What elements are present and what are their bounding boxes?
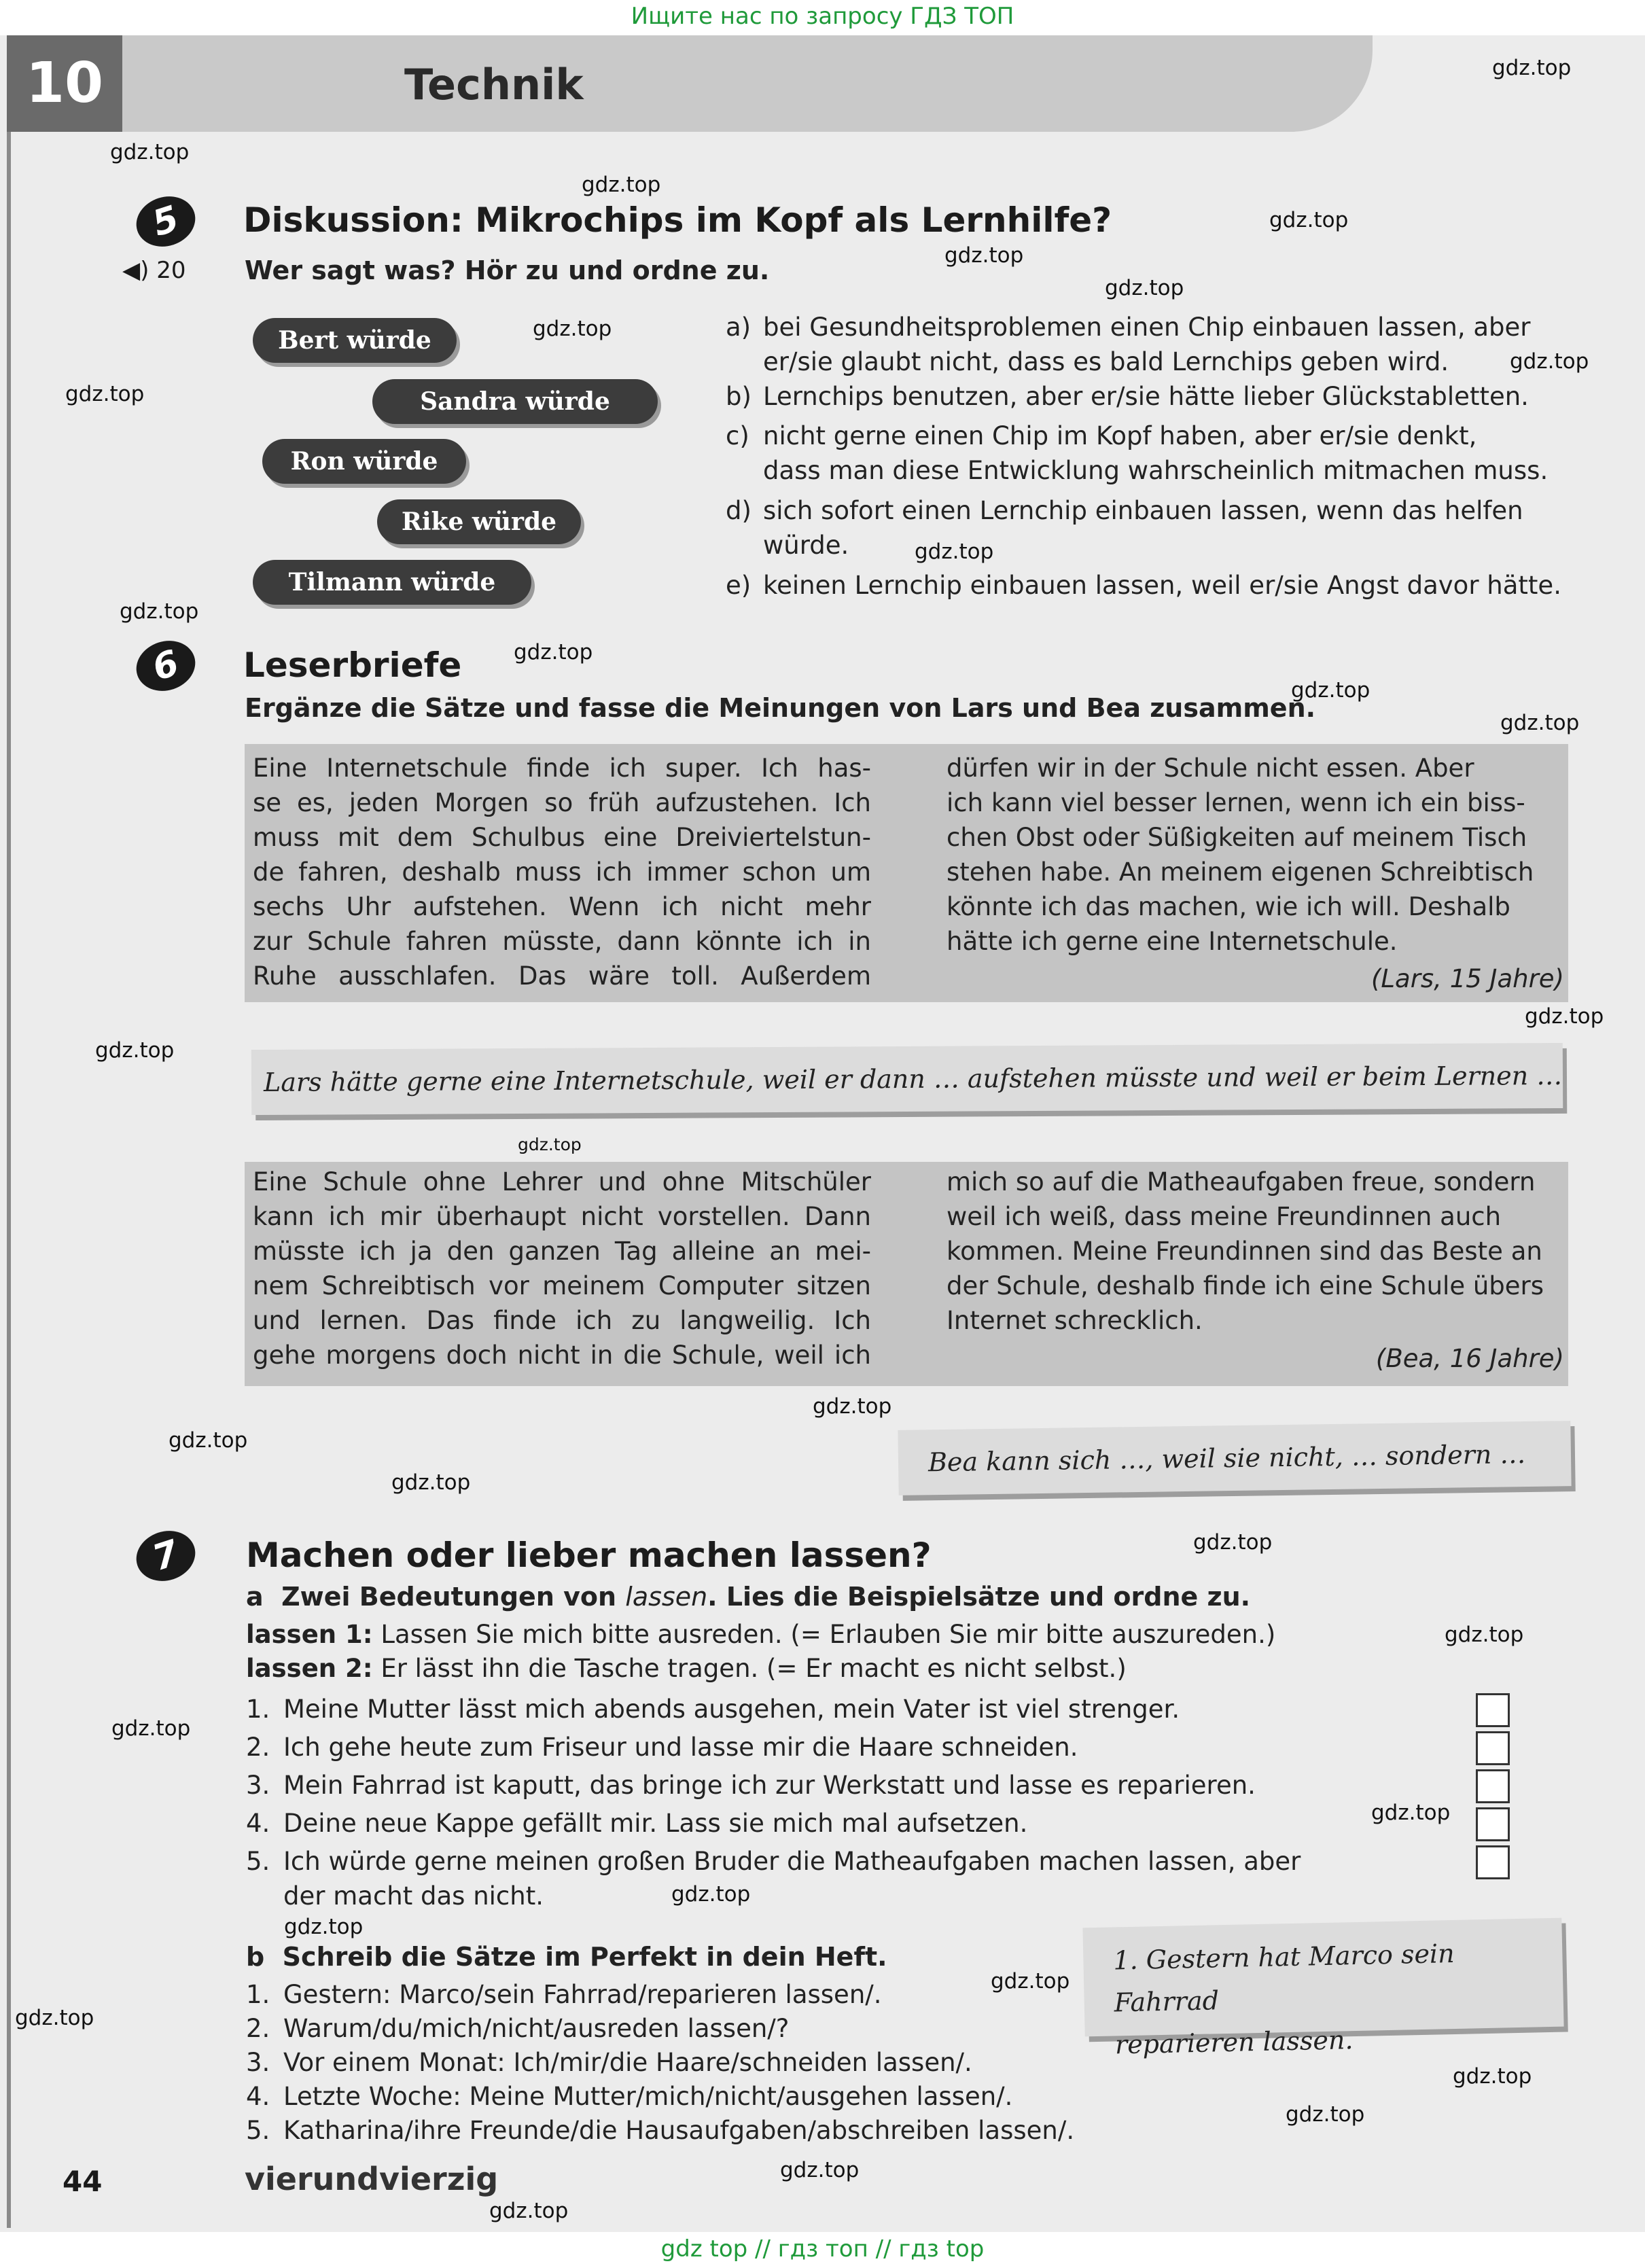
- item-text: Vor einem Monat: Ich/mir/die Haare/schneiden lassen/.: [283, 2048, 972, 2077]
- name-pill[interactable]: Tilmann würde: [253, 560, 531, 605]
- name-pill[interactable]: Bert würde: [253, 318, 457, 363]
- answer-checkbox[interactable]: [1476, 1807, 1510, 1841]
- instruction-emphasis: lassen: [625, 1582, 708, 1612]
- option-c: [726, 419, 1582, 493]
- list-item: [246, 2113, 1129, 2147]
- instruction-text: Schreib die Sätze im Perfekt in dein Heft.: [282, 1942, 887, 1972]
- text-line: Eine Internetschule finde ich super. Ich has-: [253, 754, 871, 783]
- option-b: [726, 379, 1582, 419]
- text-line: ich kann viel besser lernen, wenn ich ein biss-: [947, 788, 1525, 817]
- note-line: 1. Gestern hat Marco sein Fahrrad: [1112, 1938, 1455, 2018]
- item-number: 4.: [246, 1809, 270, 1838]
- letter-lars-right: [947, 751, 1565, 959]
- watermark: gdz.top: [1510, 349, 1589, 374]
- item-text: Ich gehe heute zum Friseur und lasse mir die Haare schneiden.: [283, 1733, 1078, 1762]
- example-label: lassen 1:: [246, 1620, 373, 1649]
- chapter-title: Technik: [404, 60, 584, 109]
- part-label: a: [246, 1582, 264, 1612]
- option-label: a): [726, 313, 751, 342]
- item-text: Mein Fahrrad ist kaputt, das bringe ich zur Werkstatt und lasse es reparieren.: [283, 1771, 1256, 1800]
- text-line: nem Schreibtisch vor meinem Computer sitzen: [253, 1271, 871, 1300]
- letter-bea-left: [253, 1165, 871, 1372]
- exercise-7a-list: [246, 1692, 1401, 1913]
- text-line: kommen. Meine Freundinnen sind das Beste an: [947, 1237, 1542, 1266]
- text-line: dürfen wir in der Schule nicht essen. Aber: [947, 754, 1474, 783]
- name-pill[interactable]: Sandra würde: [372, 379, 658, 424]
- answer-checkbox[interactable]: [1476, 1769, 1510, 1803]
- exercise-5-instruction: Wer sagt was? Hör zu und ordne zu.: [245, 255, 770, 285]
- watermark: gdz.top: [1286, 2102, 1365, 2127]
- part-label: b: [246, 1942, 265, 1972]
- watermark: gdz.top: [533, 317, 612, 341]
- item-number: 1.: [246, 1695, 270, 1724]
- note-line: reparieren lassen.: [1114, 2025, 1354, 2060]
- option-a: [726, 310, 1582, 379]
- option-label: e): [726, 571, 751, 600]
- watermark: gdz.top: [1291, 678, 1370, 703]
- text-line: mich so auf die Matheaufgaben freue, sondern: [947, 1167, 1536, 1197]
- list-item: [246, 1692, 1401, 1730]
- audio-track[interactable]: [122, 257, 186, 284]
- chapter-number: 10: [7, 35, 122, 132]
- note-answer-example: [1082, 1918, 1563, 2060]
- exercise-6-title: Leserbriefe: [243, 645, 462, 685]
- watermark: gdz.top: [1445, 1623, 1524, 1647]
- text-line: de fahren, deshalb muss ich immer schon um: [253, 857, 871, 887]
- example-text: Er lässt ihn die Tasche tragen. (= Er macht es nicht selbst.): [372, 1654, 1127, 1683]
- option-line: nicht gerne einen Chip im Kopf haben, aber er/sie denkt,: [763, 421, 1477, 450]
- text-line: Eine Schule ohne Lehrer und ohne Mitschüler: [253, 1167, 871, 1197]
- option-label: c): [726, 421, 749, 450]
- text-line: hätte ich gerne eine Internetschule.: [947, 927, 1398, 956]
- item-number: 5.: [246, 2116, 270, 2145]
- watermark: gdz.top: [1453, 2064, 1532, 2089]
- text-line: Internet schrecklich.: [947, 1306, 1203, 1335]
- watermark: gdz.top: [1500, 711, 1580, 735]
- list-item: [246, 1844, 1401, 1913]
- name-pill[interactable]: Ron würde: [262, 439, 466, 484]
- watermark: gdz.top: [514, 640, 593, 665]
- list-item: [246, 1806, 1401, 1844]
- text-line: Ruhe ausschlafen. Das wäre toll. Außerdem: [253, 961, 871, 991]
- watermark: gdz.top: [1269, 208, 1349, 232]
- watermark: gdz.top: [111, 1716, 191, 1741]
- option-label: b): [726, 382, 751, 411]
- text-line: kann ich mir überhaupt nicht vorstellen. Dann: [253, 1202, 871, 1231]
- exercise-7a-instruction: [246, 1582, 1250, 1612]
- item-number: 3.: [246, 1771, 270, 1800]
- top-banner[interactable]: Ищите нас по запросу ГДЗ ТОП: [0, 0, 1645, 35]
- option-line: keinen Lernchip einbauen lassen, weil er/sie Angst davor hätte.: [763, 571, 1561, 600]
- watermark: gdz.top: [1525, 1004, 1604, 1029]
- exercise-7-number: 7: [130, 1523, 202, 1589]
- option-line: würde.: [763, 531, 849, 560]
- item-text: Deine neue Kappe gefällt mir. Lass sie mich mal aufsetzen.: [283, 1809, 1028, 1838]
- exercise-6-instruction: Ergänze die Sätze und fasse die Meinungen von Lars und Bea zusammen.: [245, 693, 1316, 723]
- left-rule: [7, 132, 11, 2228]
- watermark: gdz.top: [1193, 1530, 1273, 1555]
- option-line: bei Gesundheitsproblemen einen Chip einbauen lassen, aber: [763, 313, 1531, 342]
- option-d: [726, 493, 1582, 568]
- instruction-text: Zwei Bedeutungen von: [281, 1582, 626, 1612]
- list-item: [246, 2045, 1129, 2079]
- option-label: d): [726, 496, 751, 525]
- text-line: und lernen. Das finde ich zu langweilig. Ich: [253, 1306, 871, 1335]
- exercise-5-title: Diskussion: Mikrochips im Kopf als Lernhilfe?: [243, 200, 1112, 240]
- speaker-icon: ◀): [122, 257, 149, 284]
- example-text: Lassen Sie mich bitte ausreden. (= Erlauben Sie mir bitte auszureden.): [372, 1620, 1276, 1649]
- watermark: gdz.top: [944, 243, 1024, 268]
- option-line: dass man diese Entwicklung wahrscheinlich mitmachen muss.: [763, 456, 1549, 485]
- watermark: gdz.top: [65, 382, 145, 406]
- watermark: gdz.top: [780, 2158, 860, 2182]
- item-number: 5.: [246, 1847, 270, 1876]
- chapter-header: [122, 35, 1373, 132]
- option-line: sich sofort einen Lernchip einbauen lassen, wenn das helfen: [763, 496, 1523, 525]
- list-item: [246, 1768, 1401, 1806]
- answer-checkbox[interactable]: [1476, 1693, 1510, 1727]
- watermark: gdz.top: [15, 2006, 94, 2030]
- list-item: [246, 2079, 1129, 2113]
- watermark: gdz.top: [518, 1135, 582, 1154]
- option-line: Lernchips benutzen, aber er/sie hätte lieber Glückstabletten.: [763, 382, 1529, 411]
- text-line: se es, jeden Morgen so früh aufzustehen. Ich: [253, 788, 871, 817]
- text-line: der Schule, deshalb finde ich eine Schule übers: [947, 1271, 1544, 1300]
- text-line: könnte ich das machen, wie ich will. Deshalb: [947, 892, 1510, 921]
- item-number: 2.: [246, 2014, 270, 2043]
- note-lars: Lars hätte gerne eine Internetschule, weil er dann … aufstehen müsste und weil er beim Lernen …: [251, 1043, 1563, 1115]
- watermark: gdz.top: [1492, 56, 1572, 80]
- list-item: [246, 2011, 1129, 2045]
- exercise-5-options: [726, 310, 1582, 603]
- letter-lars-signature: (Lars, 15 Jahre): [1370, 964, 1564, 993]
- watermark: gdz.top: [671, 1882, 751, 1907]
- text-line: müsste ich ja den ganzen Tag alleine an mei-: [253, 1237, 871, 1266]
- letter-bea-signature: (Bea, 16 Jahre): [1375, 1344, 1564, 1373]
- text-line: sechs Uhr aufstehen. Wenn ich nicht mehr: [253, 892, 871, 921]
- watermark: gdz.top: [1371, 1801, 1451, 1825]
- item-text: Warum/du/mich/nicht/ausreden lassen/?: [283, 2014, 790, 2043]
- list-item: [246, 1730, 1401, 1768]
- item-text: Meine Mutter lässt mich abends ausgehen, mein Vater ist viel strenger.: [283, 1695, 1180, 1724]
- text-line: chen Obst oder Süßigkeiten auf meinem Tisch: [947, 823, 1527, 852]
- text-line: stehen habe. An meinem eigenen Schreibtisch: [947, 857, 1534, 887]
- item-number: 2.: [246, 1733, 270, 1762]
- watermark: gdz.top: [284, 1915, 364, 1939]
- option-e: [726, 568, 1582, 603]
- item-number: 1.: [246, 1980, 270, 2009]
- lassen-2-example: [246, 1651, 1127, 1686]
- audio-track-number: 20: [156, 257, 186, 284]
- watermark: gdz.top: [120, 599, 199, 624]
- page-word: vierundvierzig: [245, 2161, 499, 2197]
- exercise-6-number: 6: [130, 633, 202, 698]
- example-label: lassen 2:: [246, 1654, 373, 1683]
- exercise-5-number: 5: [130, 189, 202, 254]
- item-text: Letzte Woche: Meine Mutter/mich/nicht/ausgehen lassen/.: [283, 2082, 1013, 2111]
- option-line: er/sie glaubt nicht, dass es bald Lernchips geben wird.: [763, 347, 1449, 376]
- lassen-1-example: [246, 1617, 1275, 1652]
- watermark: gdz.top: [582, 173, 661, 197]
- watermark: gdz.top: [110, 140, 190, 164]
- name-pill[interactable]: Rike würde: [377, 499, 581, 544]
- page-number: 44: [63, 2165, 103, 2198]
- answer-checkbox[interactable]: [1476, 1845, 1510, 1879]
- text-line: muss mit dem Schulbus eine Dreiviertelstun-: [253, 823, 871, 852]
- watermark: gdz.top: [489, 2199, 569, 2223]
- text-line: weil ich weiß, dass meine Freundinnen auch: [947, 1202, 1502, 1231]
- item-text: der macht das nicht.: [283, 1881, 544, 1911]
- answer-checkbox[interactable]: [1476, 1731, 1510, 1765]
- exercise-7b-list: [246, 1977, 1129, 2147]
- watermark: gdz.top: [1105, 276, 1184, 300]
- watermark: gdz.top: [95, 1038, 175, 1063]
- watermark: gdz.top: [169, 1428, 248, 1453]
- item-text: Ich würde gerne meinen großen Bruder die Matheaufgaben machen lassen, aber: [283, 1847, 1301, 1876]
- item-number: 3.: [246, 2048, 270, 2077]
- item-text: Katharina/ihre Freunde/die Hausaufgaben/abschreiben lassen/.: [283, 2116, 1075, 2145]
- text-line: gehe morgens doch nicht in die Schule, weil ich: [253, 1341, 871, 1370]
- bottom-banner[interactable]: gdz top // гдз топ // гдз top: [0, 2232, 1645, 2268]
- watermark: gdz.top: [813, 1394, 892, 1419]
- letter-bea-right: [947, 1165, 1565, 1338]
- watermark: gdz.top: [915, 539, 994, 564]
- exercise-7b-instruction: [246, 1942, 887, 1972]
- letter-lars-left: [253, 751, 871, 993]
- watermark: gdz.top: [391, 1470, 471, 1495]
- item-text: Gestern: Marco/sein Fahrrad/reparieren lassen/.: [283, 1980, 882, 2009]
- instruction-text: . Lies die Beispielsätze und ordne zu.: [707, 1582, 1251, 1612]
- exercise-7-title: Machen oder lieber machen lassen?: [246, 1536, 932, 1575]
- watermark: gdz.top: [991, 1969, 1070, 1994]
- item-number: 4.: [246, 2082, 270, 2111]
- text-line: zur Schule fahren müsste, dann könnte ich in: [253, 927, 871, 956]
- note-bea: Bea kann sich …, weil sie nicht, … sondern …: [898, 1421, 1571, 1495]
